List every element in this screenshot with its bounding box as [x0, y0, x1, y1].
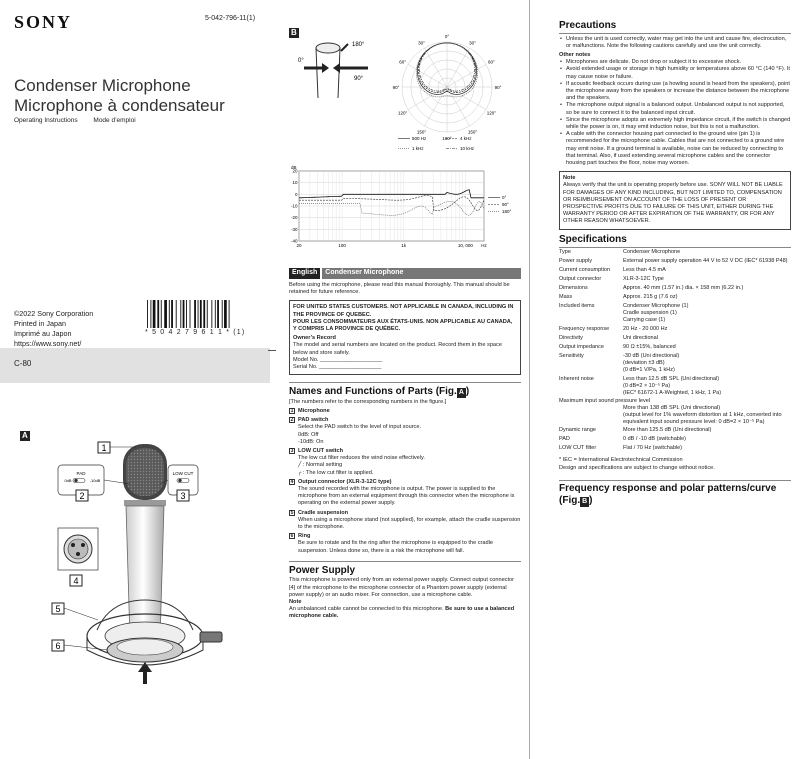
model-number: C-80 — [14, 359, 32, 368]
frequency-response-chart — [289, 163, 521, 258]
intro-text: Before using the microphone, please read this manual thoroughly. This manual should be retained for future reference. — [289, 282, 510, 296]
part-item: 5 Cradle suspension When using a microphone stand (not supplied), for example, attach the cradle suspension to the microphone. — [290, 509, 521, 530]
spec-row: Sensitivity -30 dB (Uni directional) (deviation ±3 dB) (0 dB=1 V/Pa, 1 kHz) — [559, 352, 680, 373]
polar-pattern-chart — [392, 32, 502, 158]
part-item: 2 PAD switch Select the PAD switch to the level of input source. 0dB: Off -10dB: On — [290, 417, 422, 445]
svg-text:6: 6 — [55, 641, 61, 651]
names-heading: Names and Functions of Parts (Fig. A ) — [289, 386, 470, 398]
brand-logo: SONY — [14, 12, 73, 32]
polar-legend-item: 10 kHz — [460, 146, 475, 151]
specifications-section: Specifications Type Condenser Microphone Power supply External power supply operation 44 V to 52 V DC (IEC* 61938 P48) Current consumption Less than 4.5 mA Output connector XLR-3-12C Type Dimensions Approx. 40 mm (1.57 in.) dia. × 158 mm (6.22 in.) Mass Approx. 215 g (7.6 oz) Included items Condenser Microphone (1) Cradle suspension (1) Carrying case (1) Frequency response 20 Hz - 20 000 Hz Directivity Uni directional Output impedance 90 Ω ±15%, balanced Sensitivity -30 dB (Uni directional) (deviation ±3 dB) (0 dB=1 V/Pa, 1 kHz) Inherent noise Less than 12.5 dB SPL (Uni directional) (0 dB=2 × 10⁻⁵ Pa) (IEC* 61672-1 A-Weighted, 1 kHz, 1 Pa) Maximum input sound pressure level More than 138 dB SPL (Uni directional) (output level for 1% waveform distortion at 1 kHz, converted into equivalent input sound pressure level: 0 dB=2 × 10⁻⁵ Pa) Dynamic range More than 125.5 dB (Uni directional) PAD 0 dB / -10 dB (switchable) LOW CUT filter Flat / 70 Hz (switchable) * IEC = International Electrotechnical Commission Design and specifications are subject to change without notice. Frequency response and polar patterns/curve (Fig. B ) — [559, 234, 791, 508]
printed-fr: Imprimé au Japon — [14, 329, 72, 338]
polar-angle-label: 150° — [416, 129, 427, 135]
freq-x-tick: Hz — [481, 243, 487, 248]
freq-legend-item: 90° — [502, 202, 509, 207]
freq-y-tick: -30 — [290, 226, 298, 232]
arrow-icon — [322, 63, 329, 73]
polar-angle-label: 60° — [487, 59, 495, 65]
operating-instructions: Operating Instructions — [14, 117, 78, 124]
page-title — [14, 76, 225, 116]
mic-ring — [124, 500, 166, 506]
title-french: Microphone à condensateur — [14, 96, 225, 115]
specifications-table-2 — [559, 426, 791, 453]
polar-angle-label: 0° — [444, 34, 450, 39]
polar-angle-label: 120° — [486, 110, 497, 116]
arrow-icon — [333, 63, 340, 73]
copyright-block — [14, 309, 93, 349]
precaution-item: • Avoid extended usage or storage in high humidity or temperatures above 60 °C (140 °F). It may cause noise or failure. — [559, 66, 791, 80]
svg-text:180°: 180° — [352, 42, 365, 48]
polar-angle-label: 30° — [418, 40, 425, 46]
svg-text:0°: 0° — [298, 58, 304, 64]
precaution-item: • Microphones are delicate. Do not drop or subject it to excessive shock. — [559, 59, 791, 66]
freq-x-tick: 20 — [296, 243, 302, 248]
svg-text:4: 4 — [73, 576, 79, 586]
parts-list — [289, 408, 521, 555]
polar-angle-label: 60° — [399, 59, 407, 65]
part-item: 6 Ring Be sure to rotate and fix the ring after the microphone is equipped to the cradle suspension. Unless done so, there is a risk the microphone will fall. — [290, 533, 493, 554]
freq-heading: Frequency response and polar patterns/curve (Fig. B ) — [559, 482, 777, 507]
polar-angle-label: 150° — [467, 129, 478, 135]
freq-x-tick: 10, 000 — [457, 243, 473, 248]
freq-y-tick: -40 — [290, 238, 298, 244]
spec-row: Output connector XLR-3-12C Type — [559, 275, 664, 282]
figure-a-microphone-diagram — [40, 440, 270, 755]
spec-row: Dimensions Approx. 40 mm (1.57 in.) dia. × 158 mm (6.22 in.) — [559, 284, 744, 291]
freq-x-tick: 100 — [338, 243, 346, 248]
freq-y-tick: 10 — [292, 180, 298, 186]
svg-text:-10dB: -10dB — [89, 478, 101, 483]
polar-angle-label: 120° — [397, 110, 408, 116]
freq-unit-label: dB — [291, 165, 297, 170]
spec-row: Power supply External power supply operation 44 V to 52 V DC (IEC* 61938 P48) — [559, 257, 788, 264]
spec-row: Inherent noise Less than 12.5 dB SPL (Uni directional) (0 dB=2 × 10⁻⁵ Pa) (IEC* 61672-1 A-Weighted, 1 kHz, 1 Pa) — [559, 375, 722, 396]
polar-legend-item: 500 Hz — [412, 136, 427, 141]
precautions-section: Precautions • Unless the unit is used correctly, water may get into the unit and cause fire, electrocution, or malfunctions. Note the following cautions carefully and use the unit correctly. Other notes • Microphones are delicate. Do not drop or subject it to excessive shock. • Avoid extended usage or storage in high humidity or temperatures above 60 °C (140 °F). It may cause noise or failure. • If acoustic feedback occurs during use (a howling sound is heard from the speakers), point the microphone away from the speakers or increase the distance between the microphone and the speakers. • The microphone output signal is a balanced output. Unbalanced output is not supported, so be sure to connect it to the balanced input circuit. • Since the microphone adopts an extremely high impedance circuit, if the switch is changed while the power is on, it may emit induction noise, but this is not a malfunction. • A cable with the connector housing part connected to the ground wire (pin 1) is recommended for the microphone cable. Cables that are not connected to a ground wire may emit noise. If a ground terminal is available, noise can be reduced by connecting to that terminal. Also, if used extending several microphone cables and the connector housing part touches the floor, noise may worsen. Note Always verify that the unit is operating properly before use. SONY WILL NOT BE LIABLE FOR DAMAGES OF ANY KIND INCLUDING, BUT NOT LIMITED TO, COMPENSATION OR REIMBURSEMENT ON ACCOUNT OF THE LOSS OF PRESENT OR PROSPECTIVE PROFITS DUE TO FAILURE OF THIS UNIT, EITHER DURING THE WARRANTY PERIOD OR AFTER EXPIRATION OF THE WARRANTY, OR FOR ANY OTHER REASON WHATSOEVER. — [559, 20, 791, 230]
subtitle-row — [14, 117, 136, 125]
freq-y-tick: -20 — [290, 215, 298, 221]
mic-body — [126, 506, 164, 640]
precautions-list — [559, 59, 791, 167]
spec-row: Output impedance 90 Ω ±15%, balanced — [559, 343, 676, 350]
spec-row: Type Condenser Microphone — [559, 248, 681, 255]
names-subtext: [The numbers refer to the corresponding numbers in the figure.] — [289, 398, 447, 405]
polar-legend-item: 4 kHz — [460, 136, 472, 141]
svg-text:PAD: PAD — [76, 471, 86, 476]
part-item: 3 LOW CUT switch The low cut filter reduces the wind noise effectively. ╱ : Normal setting ╭ : The low cut filter is applied. — [290, 447, 425, 476]
freq-legend-item: 0° — [502, 195, 507, 200]
svg-text:0dB: 0dB — [64, 478, 72, 483]
spec-row: Included items Condenser Microphone (1) Cradle suspension (1) Carrying case (1) — [559, 302, 689, 323]
precaution-item: • A cable with the connector housing part connected to the ground wire (pin 1) is recommended for the microphone cable. Cables that are not connected to a ground wire may emit noise. If a ground terminal is available, noise can be reduced by connecting to that terminal. Also, if used extending several microphone cables and the connector housing part touches the floor, noise may worsen. — [559, 131, 791, 167]
spec-row: PAD 0 dB / -10 dB (switchable) — [559, 436, 686, 443]
freq-y-tick: 20 — [292, 168, 298, 174]
website-url: https://www.sony.net/ — [14, 339, 82, 348]
title-english: Condenser Microphone — [14, 76, 191, 95]
english-section — [289, 268, 521, 621]
language-bar: English Condenser Microphone — [289, 268, 521, 279]
polar-angle-label: 180° — [442, 136, 452, 141]
spec-row: Frequency response 20 Hz - 20 000 Hz — [559, 325, 668, 332]
precaution-item: • If acoustic feedback occurs during use (a howling sound is heard from the speakers), point the microphone away from the speakers or increase the distance between the microphone and the speakers. — [559, 81, 791, 103]
specifications-table — [559, 248, 791, 398]
fig-b-label: B — [291, 28, 297, 37]
spec-row: Dynamic range More than 125.5 dB (Uni directional) — [559, 427, 712, 434]
polar-legend-item: 1 kHz — [412, 146, 424, 151]
part-item: 4 Output connector (XLR-3-12C type) The sound recorded with the microphone is output. The power is supplied to the microphone from an external equipment through this connector when the microphone is operating on the external power supply. — [290, 478, 515, 507]
precaution-item: • Since the microphone adopts an extremely high impedance circuit, if the switch is changed while the power is on, it may emit induction noise, but this is not a malfunction. — [559, 117, 791, 131]
divider — [268, 350, 276, 351]
svg-text:3: 3 — [180, 491, 186, 501]
warranty-note-box: Note Always verify that the unit is operating properly before use. SONY WILL NOT BE LIABLE FOR DAMAGES OF ANY KIND INCLUDING, BUT NOT LIMITED TO, COMPENSATION OR REIMBURSEMENT ON ACCOUNT OF THE LOSS OF PRESENT OR PROSPECTIVE PROFITS DUE TO FAILURE OF THIS UNIT, EITHER DURING THE WARRANTY PERIOD OR AFTER EXPIRATION OF THE WARRANTY, OR FOR ANY OTHER REASON WHATSOEVER. — [559, 171, 791, 229]
power-note-heading: Note — [289, 598, 302, 605]
barcode-number: * 5 0 4 2 7 9 6 1 1 * (1) — [145, 329, 246, 336]
polar-angle-label: 30° — [469, 40, 476, 46]
polar-angle-label: 90° — [392, 85, 400, 90]
freq-x-tick: 1k — [401, 243, 407, 248]
spec-row: Current consumption Less than 4.5 mA — [559, 266, 666, 273]
svg-text:2: 2 — [79, 491, 85, 501]
freq-y-tick: 0 — [294, 191, 298, 197]
spec-row: Directivity Uni directional — [559, 334, 658, 341]
model-band — [0, 348, 270, 383]
power-heading: Power Supply — [289, 564, 356, 576]
barcode — [145, 300, 270, 330]
power-text: This microphone is powered only from an external power supply. Connect output connector [4] of the microphone to the microphone connector of a Phantom power supply (external power supply) or an audio mixer. For connection, use a microphone cable. — [289, 577, 515, 598]
fig-a-label: A — [22, 431, 28, 440]
precaution-item: • The microphone output signal is a balanced output. Unbalanced output is not supported, so be sure to connect it to the balanced input circuit. — [559, 102, 791, 116]
us-notice-box: FOR UNITED STATES CUSTOMERS. NOT APPLICABLE IN CANADA, INCLUDING IN THE PROVINCE OF QUEBEC. POUR LES CONSOMMATEURS AUX ÉTATS-UNIS. NON APPLICABLE AU CANADA, Y COMPRIS LA PROVINCE DE QUÉBEC. Owner’s Record The model and serial numbers are located on the product. Record them in the space below and store safely. Model No. ____________________ Serial No. ____________________ — [289, 300, 521, 375]
column-divider — [529, 0, 530, 759]
precautions-heading: Precautions — [559, 20, 617, 31]
mode-emploi: Mode d’emploi — [93, 117, 136, 124]
copyright: ©2022 Sony Corporation — [14, 309, 94, 318]
spec-row: Mass Approx. 215 g (7.6 oz) — [559, 293, 678, 300]
freq-legend-item: 180° — [502, 209, 512, 214]
freq-y-tick: -10 — [290, 203, 298, 209]
polar-angle-label: 90° — [494, 85, 502, 90]
figure-b-angle-diagram — [296, 38, 376, 100]
svg-text:LOW CUT: LOW CUT — [172, 471, 194, 476]
spec-row: LOW CUT filter Flat / 70 Hz (switchable) — [559, 445, 682, 452]
specifications-heading: Specifications — [559, 234, 627, 245]
svg-text:1: 1 — [101, 443, 107, 453]
printed-en: Printed in Japan — [14, 319, 66, 328]
power-note: An unbalanced cable cannot be connected to this microphone. Be sure to use a balanced microphone cable. — [289, 606, 515, 620]
document-code: 5-042-796-11(1) — [205, 15, 256, 22]
max-spl-label: Maximum input sound pressure level — [559, 397, 651, 404]
svg-text:90°: 90° — [354, 76, 364, 82]
max-spl-value: More than 138 dB SPL (Uni directional) (output level for 1% waveform distortion at 1 kHz, converted into equivalent input sound pressure level: 0 dB=2 × 10⁻⁵ Pa) — [623, 404, 782, 426]
part-item: 1 Microphone — [290, 407, 330, 414]
svg-text:5: 5 — [55, 604, 61, 614]
